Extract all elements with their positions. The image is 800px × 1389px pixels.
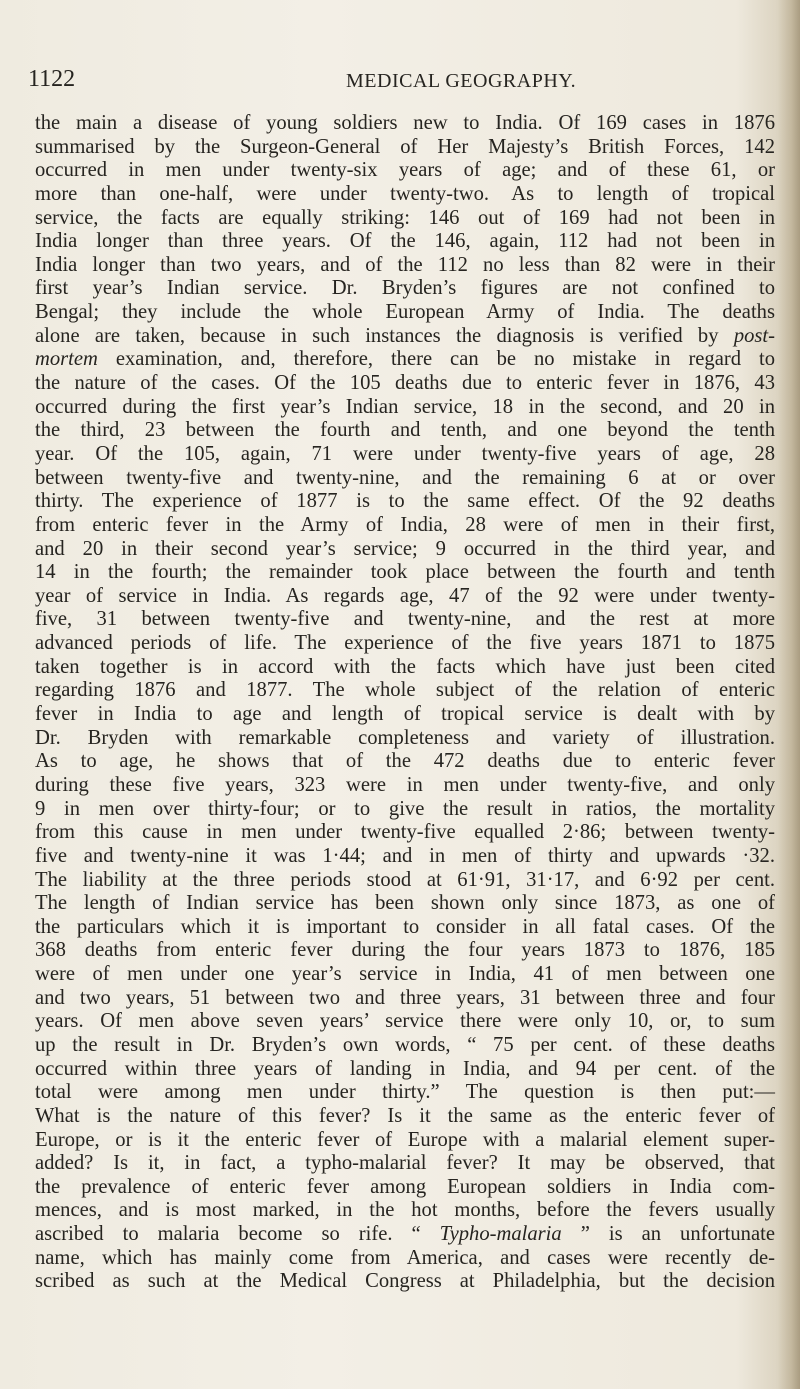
text-line: years. Of men above seven years’ service there were only 10, or, to sum [35,1010,775,1033]
text-line: year. Of the 105, again, 71 were under twenty-five years of age, 28 [35,442,775,465]
text-line: year of service in India. As regards age, 47 of the 92 were under twenty- [35,584,775,607]
body-text [35,112,775,1294]
page-number: 1122 [28,66,76,92]
text-line: up the result in Dr. Bryden’s own words, “ 75 per cent. of these deaths [35,1033,775,1056]
text-line: The liability at the three periods stood at 61·91, 31·17, and 6·92 per cent. [35,868,775,891]
text-line: thirty. The experience of 1877 is to the same effect. Of the 92 deaths [35,490,775,513]
text-line: the third, 23 between the fourth and tenth, and one beyond the tenth [35,419,775,442]
text-line: occurred in men under twenty-six years of age; and of these 61, or [35,159,775,182]
text-line: added? Is it, in fact, a typho-malarial fever? It may be observed, that [35,1152,775,1175]
text-line: occurred during the first year’s Indian service, 18 in the second, and 20 in [35,395,775,418]
text-line: mences, and is most marked, in the hot months, before the fevers usually [35,1199,775,1222]
page-edge-shadow [778,0,800,1389]
text-line: occurred within three years of landing in India, and 94 per cent. of the [35,1057,775,1080]
text-line: scribed as such at the Medical Congress at Philadelphia, but the decision [35,1270,775,1293]
text-line: 368 deaths from enteric fever during the four years 1873 to 1876, 185 [35,939,775,962]
text-line: Dr. Bryden with remarkable completeness and variety of illustration. [35,726,775,749]
text-line: As to age, he shows that of the 472 deaths due to enteric fever [35,750,775,773]
text-line: Europe, or is it the enteric fever of Europe with a malarial element super- [35,1128,775,1151]
text-line: 14 in the fourth; the remainder took place between the fourth and tenth [35,561,775,584]
text-line: from this cause in men under twenty-five equalled 2·86; between twenty- [35,821,775,844]
text-line: 9 in men over thirty-four; or to give the result in ratios, the mortality [35,797,775,820]
text-line: total were among men under thirty.” The question is then put:— [35,1081,775,1104]
text-line: Bengal; they include the whole European Army of India. The deaths [35,301,775,324]
text-line: were of men under one year’s service in India, 41 of men between one [35,963,775,986]
text-line: and 20 in their second year’s service; 9 occurred in the third year, and [35,537,775,560]
text-line: What is the nature of this fever? Is it the same as the enteric fever of [35,1104,775,1127]
text-line: mortem examination, and, therefore, there can be no mistake in regard to [35,348,775,371]
text-line: ascribed to malaria become so rife. “ Typho-malaria ” is an unfortunate [35,1223,775,1246]
text-line: five, 31 between twenty-five and twenty-nine, and the rest at more [35,608,775,631]
text-line: from enteric fever in the Army of India, 28 were of men in their first, [35,513,775,536]
text-line: first year’s Indian service. Dr. Bryden’s figures are not confined to [35,277,775,300]
text-line: summarised by the Surgeon-General of Her Majesty’s British Forces, 142 [35,135,775,158]
text-line: during these five years, 323 were in men under twenty-five, and only [35,773,775,796]
page-header [28,66,778,96]
text-line: between twenty-five and twenty-nine, and the remaining 6 at or over [35,466,775,489]
text-line: advanced periods of life. The experience of the five years 1871 to 1875 [35,632,775,655]
text-line: name, which has mainly come from America, and cases were recently de- [35,1246,775,1269]
text-line: taken together is in accord with the facts which have just been cited [35,655,775,678]
text-line: alone are taken, because in such instances the diagnosis is verified by post- [35,324,775,347]
text-line: regarding 1876 and 1877. The whole subject of the relation of enteric [35,679,775,702]
running-head: MEDICAL GEOGRAPHY. [346,70,577,92]
text-line: service, the facts are equally striking: 146 out of 169 had not been in [35,206,775,229]
text-line: India longer than two years, and of the 112 no less than 82 were in their [35,253,775,276]
text-line: more than one-half, were under twenty-two. As to length of tropical [35,182,775,205]
text-line: fever in India to age and length of tropical service is dealt with by [35,703,775,726]
text-line: the nature of the cases. Of the 105 deaths due to enteric fever in 1876, 43 [35,372,775,395]
text-line: the prevalence of enteric fever among European soldiers in India com- [35,1175,775,1198]
text-line: the particulars which it is important to consider in all fatal cases. Of the [35,915,775,938]
text-line: The length of Indian service has been shown only since 1873, as one of [35,892,775,915]
text-line: five and twenty-nine it was 1·44; and in men of thirty and upwards ·32. [35,844,775,867]
text-line: and two years, 51 between two and three years, 31 between three and four [35,986,775,1009]
text-line: the main a disease of young soldiers new to India. Of 169 cases in 1876 [35,112,775,134]
text-line: India longer than three years. Of the 146, again, 112 had not been in [35,230,775,253]
